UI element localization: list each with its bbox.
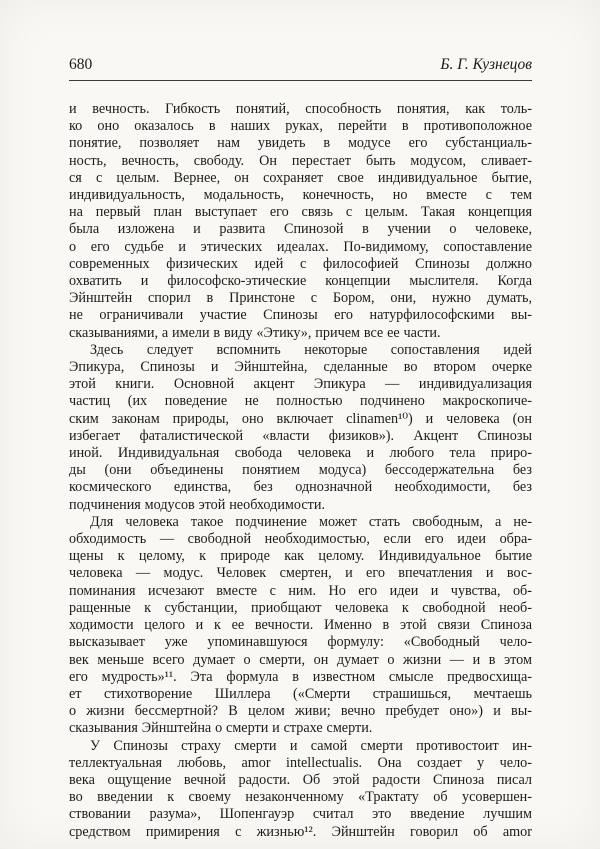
text-line: и вечность. Гибкость понятий, способность понятия, как толь- — [69, 101, 532, 117]
text-line: космического единства, без однозначной необходимости, без — [69, 479, 532, 496]
text-line: поминания исчезают вместе с ним. Но его идеи и чувства, об- — [69, 582, 532, 599]
text-line: ды (они объединены понятием модуса) бессодержательна без — [69, 462, 532, 479]
text-line: ходимости целого и к ее вечности. Именно в этой связи Спиноза — [69, 617, 532, 634]
text-line: Здесь следует вспомнить некоторые сопоставления идей — [90, 341, 532, 358]
text-line: частиц (их поведение не полностью подчинено макроскопиче- — [69, 393, 532, 410]
text-line: о его судьбе и этических идеалах. По-видимому, сопоставление — [69, 238, 532, 255]
text-line: понятие, позволяет нам увидеть в модусе его субстанциаль- — [69, 135, 532, 152]
text-line: этой книги. Основной акцент Эпикура — индивидуализация — [69, 376, 532, 393]
text-line: сказываниями, а имели в виду «Этику», причем все ее части. — [69, 324, 441, 341]
text-line: охватить и философско-этические концепции мыслителя. Когда — [69, 273, 532, 290]
text-line: средством примирения с жизнью¹². Эйнштейн говорил об amor — [69, 823, 532, 840]
text-line: теллектуальная любовь, amor intellectualis. Она создает у чело- — [69, 754, 532, 771]
text-line: Эйнштейн спорил в Принстоне с Бором, они, нужно думать, — [69, 290, 532, 307]
text-line: не ограничивали участие Спинозы его натурфилософскими вы- — [69, 307, 532, 324]
text-line: была изложена и развита Спинозой в учении о человеке, — [69, 221, 532, 238]
header-rule — [69, 80, 532, 81]
text-line: избегает фаталистической «власти физиков»). Акцент Спинозы — [69, 427, 532, 444]
text-line: ским законам природы, оно включает clinamen¹⁰) и человека (он — [69, 410, 532, 427]
text-line: ращенные к субстанции, приобщают человека к свободной необ- — [69, 599, 532, 616]
text-line: на первый план выступает его связь с целым. Такая концепция — [69, 204, 532, 221]
text-line: ет стихотворение Шиллера («Смерти страшишься, мечтаешь — [69, 685, 532, 702]
text-line: современных физических идей с философией Спинозы должно — [69, 255, 532, 272]
text-line: иной. Индивидуальная свобода человека и любого тела приро- — [69, 445, 532, 462]
text-line: высказывает уже упоминавшуюся формулу: «Свободный чело- — [69, 634, 532, 651]
paragraph — [69, 101, 532, 342]
text-line: ся с целым. Вернее, он сохраняет свое индивидуальное бытие, — [69, 169, 532, 186]
text-line: о жизни бессмертной? В целом живи; вечно пребудет оно») и вы- — [69, 703, 532, 720]
text-block — [69, 101, 532, 841]
text-line: обходимость — свободной необходимостью, если его идеи обра- — [69, 531, 532, 548]
text-line: человека — модус. Человек смертен, и его впечатления и вос- — [69, 565, 532, 582]
text-line: ко оно оказалось в наших руках, перейти в противоположное — [69, 118, 532, 135]
text-line: щены к целому, к природе как целому. Индивидуальное бытие — [69, 548, 532, 565]
text-line: век меньше всего думает о смерти, он думает о жизни — и в этом — [69, 651, 532, 668]
page-number: 680 — [69, 56, 93, 73]
text-line: века ощущение вечной радости. Об этой радости Спиноза писал — [69, 771, 532, 788]
text-line: У Спинозы страху смерти и самой смерти противостоит ин- — [90, 737, 532, 754]
paragraph — [69, 738, 532, 841]
paragraph — [69, 514, 532, 738]
page-header — [69, 56, 532, 80]
text-line: индивидуальность, модальность, конечность, но вместе с тем — [69, 187, 532, 204]
text-line: ность, вечность, свободу. Он перестает быть модусом, сливает- — [69, 152, 532, 169]
text-line: ствовании разума», Шопенгауэр считал это введение лучшим — [69, 806, 532, 823]
paragraph — [69, 342, 532, 514]
text-line: Эпикура, Спинозы и Эйнштейна, сделанные во втором очерке — [69, 359, 532, 376]
page-content — [69, 56, 532, 841]
text-line: Для человека такое подчинение может стать свободным, а не- — [90, 513, 532, 530]
running-title: Б. Г. Кузнецов — [440, 56, 532, 73]
text-line: его мудрость»¹¹. Эта формула в известном смысле предвосхища- — [69, 668, 532, 685]
text-line: сказывания Эйнштейна о смерти и страхе смерти. — [69, 720, 373, 737]
text-line: подчинения модусов этой необходимости. — [69, 496, 325, 513]
text-line: во введении к своему незаконченному «Трактату об усовершен- — [69, 789, 532, 806]
